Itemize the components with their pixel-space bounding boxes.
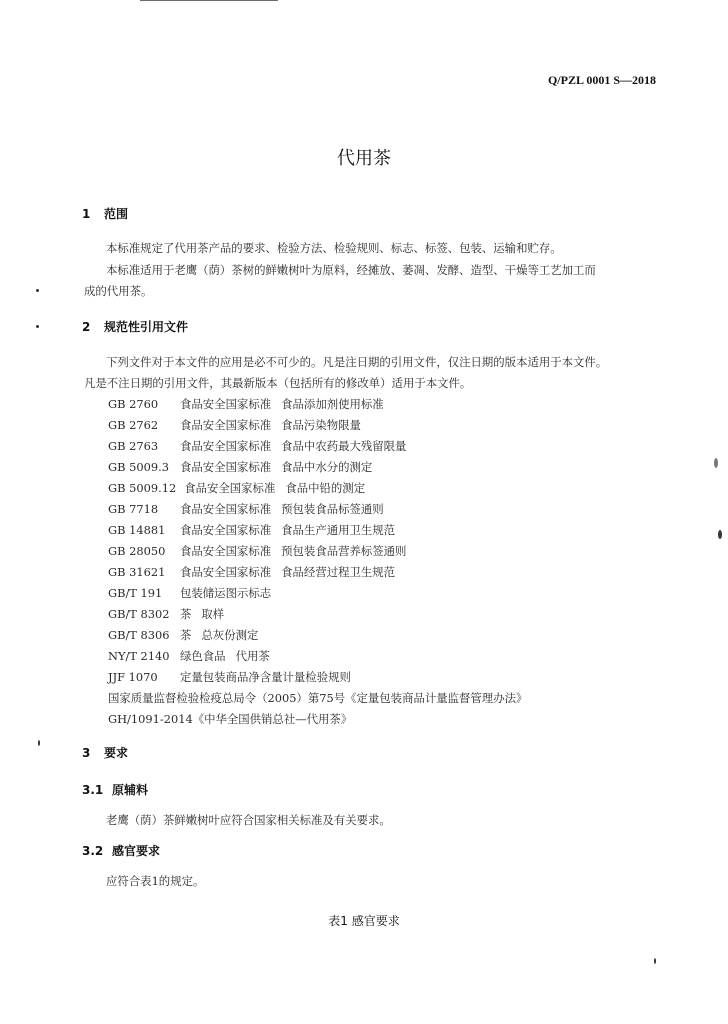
reference-item: GB 2760 食品安全国家标准 食品添加剂使用标准 (108, 397, 384, 411)
scan-speck (36, 289, 39, 292)
reference-item: GB 5009.12 食品安全国家标准 食品中铅的测定 (108, 481, 366, 495)
standard-code: Q/PZL 0001 S—2018 (547, 73, 656, 87)
table-caption: 表1 感官要求 (328, 914, 400, 928)
reference-extra-item: 国家质量监督检验检疫总局令（2005）第75号《定量包装商品计量监督管理办法》 (108, 691, 528, 705)
section-number: 1 (82, 207, 91, 221)
section-1-heading (82, 205, 128, 222)
scan-speck (718, 530, 722, 539)
section-title: 规范性引用文件 (104, 320, 189, 334)
section-title: 范围 (104, 207, 129, 221)
scope-paragraph-1: 本标准规定了代用茶产品的要求、检验方法、检验规则、标志、标签、包装、运输和贮存。 (106, 241, 562, 255)
section-number: 3.1 (82, 783, 104, 797)
scan-speck (36, 325, 39, 328)
raw-material-text: 老鹰（荫）茶鲜嫩树叶应符合国家相关标准及有关要求。 (106, 813, 391, 827)
reference-item: NY/T 2140 绿色食品 代用茶 (108, 649, 270, 663)
top-rule (140, 0, 278, 1)
section-3-1-heading (82, 781, 148, 798)
scope-paragraph-2: 本标准适用于老鹰（荫）茶树的鲜嫩树叶为原料，经摊放、萎凋、发酵、造型、干燥等工艺加工而 (106, 263, 596, 277)
reference-extra-item: GH/1091-2014《中华全国供销总社—代用茶》 (108, 712, 353, 726)
reference-item: GB/T 8302 茶 取样 (108, 607, 225, 621)
scan-speck (654, 958, 656, 964)
scan-speck (714, 458, 718, 468)
scan-speck (38, 740, 40, 746)
reference-item: GB 7718 食品安全国家标准 预包装食品标签通则 (108, 502, 384, 516)
reference-item: JJF 1070 定量包装商品净含量计量检验规则 (108, 670, 351, 684)
section-title: 要求 (104, 746, 129, 760)
reference-item: GB 5009.3 食品安全国家标准 食品中水分的测定 (108, 460, 373, 474)
normative-intro-2: 凡是不注日期的引用文件，其最新版本（包括所有的修改单）适用于本文件。 (84, 376, 472, 390)
section-2-heading (82, 318, 188, 335)
section-number: 3 (82, 746, 91, 760)
section-title: 感官要求 (112, 844, 161, 858)
reference-item: GB/T 191 包装储运图示标志 (108, 586, 272, 600)
reference-item: GB 2763 食品安全国家标准 食品中农药最大残留限量 (108, 439, 407, 453)
section-title: 原辅料 (112, 783, 149, 797)
section-number: 3.2 (82, 844, 104, 858)
reference-item: GB 28050 食品安全国家标准 预包装食品营养标签通则 (108, 544, 407, 558)
reference-item: GB 31621 食品安全国家标准 食品经营过程卫生规范 (108, 565, 396, 579)
reference-item: GB/T 8306 茶 总灰份测定 (108, 628, 259, 642)
sensory-text: 应符合表1的规定。 (106, 874, 205, 888)
document-title: 代用茶 (337, 148, 391, 169)
normative-intro-1: 下列文件对于本文件的应用是必不可少的。凡是注日期的引用文件，仅注日期的版本适用于本文件。 (106, 355, 608, 369)
reference-item: GB 2762 食品安全国家标准 食品污染物限量 (108, 418, 361, 432)
section-3-2-heading (82, 842, 160, 859)
scope-paragraph-2-cont: 成的代用茶。 (84, 284, 153, 298)
section-number: 2 (82, 320, 91, 334)
section-3-heading (82, 744, 128, 761)
reference-item: GB 14881 食品安全国家标准 食品生产通用卫生规范 (108, 523, 396, 537)
